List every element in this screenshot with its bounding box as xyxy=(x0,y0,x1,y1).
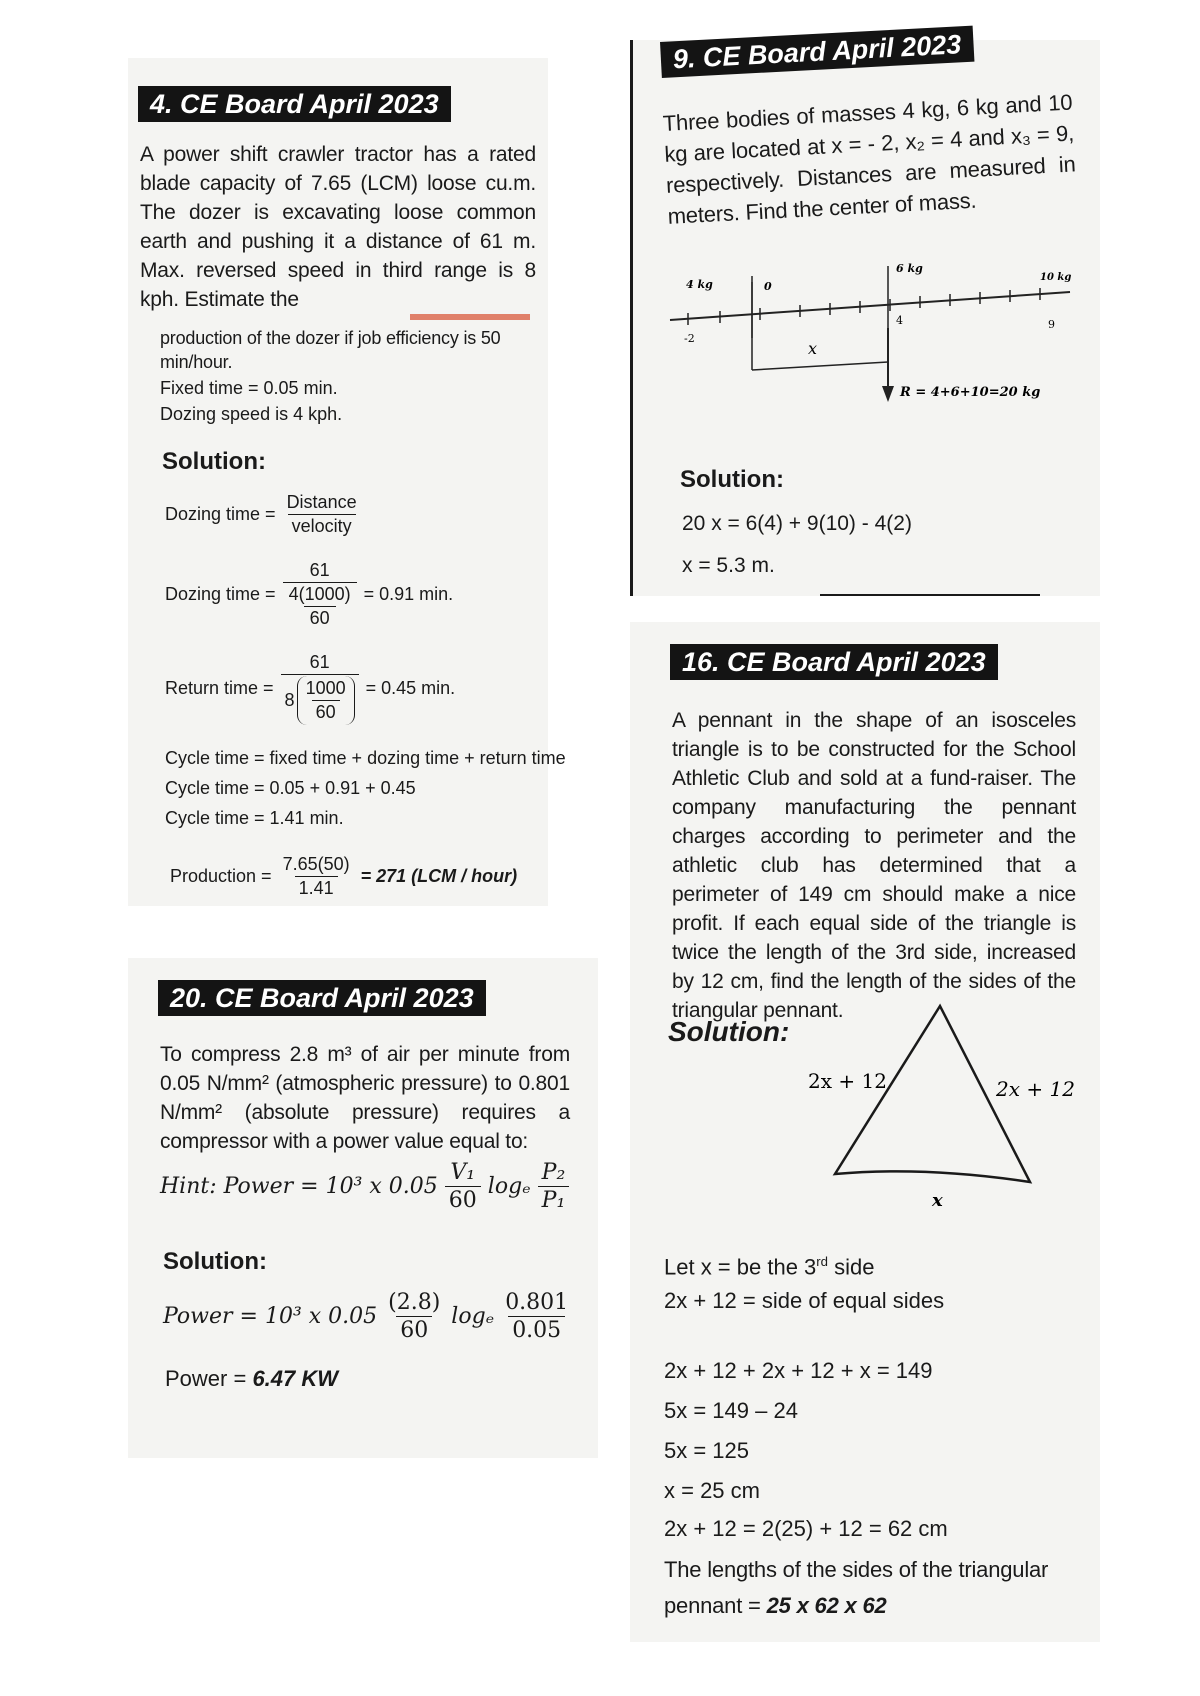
fraction-denominator xyxy=(281,674,359,725)
fraction-numerator: 61 xyxy=(309,652,330,672)
power-prefix: Power = 10³ x 0.05 xyxy=(163,1304,378,1329)
dozing-time-label-2: Dozing time = xyxy=(165,584,276,604)
fraction-denominator: 60 xyxy=(445,1186,481,1213)
problem-16-header: 16. CE Board April 2023 xyxy=(670,644,998,680)
fraction-numerator: Distance xyxy=(286,492,357,512)
step-2: 5x = 149 – 24 xyxy=(664,1398,798,1423)
tick-label: 0 xyxy=(764,280,772,293)
power-log: logₑ xyxy=(451,1304,495,1329)
fraction-denominator: 60 xyxy=(396,1316,432,1343)
parenthesis-group xyxy=(297,676,355,725)
fraction-denominator: P₁ xyxy=(538,1186,570,1213)
cycle-time-3: Cycle time = 1.41 min. xyxy=(165,808,344,828)
fraction xyxy=(384,1290,444,1343)
inner-numerator: 4(1000) xyxy=(288,584,351,604)
hint-formula xyxy=(160,1160,572,1213)
fraction-denominator: velocity xyxy=(288,514,356,537)
fraction xyxy=(281,652,359,725)
final-answer xyxy=(664,1552,1074,1624)
return-time-calc xyxy=(165,652,455,725)
hint-log: logₑ xyxy=(487,1174,531,1199)
fraction xyxy=(302,678,350,723)
fraction-numerator: V₁ xyxy=(450,1160,476,1185)
panel-bottom-border xyxy=(820,594,1040,596)
dozing-time-label: Dozing time = xyxy=(165,504,276,524)
step-3: 5x = 125 xyxy=(664,1438,750,1463)
problem-9-solution-label: Solution: xyxy=(680,466,784,493)
fraction xyxy=(283,560,357,629)
fraction xyxy=(538,1160,570,1213)
mass-label: 4 kg xyxy=(686,278,713,291)
triangle-diagram xyxy=(800,996,1080,1216)
return-result: = 0.45 min. xyxy=(365,678,456,698)
dozing-speed: Dozing speed is 4 kph. xyxy=(160,404,343,424)
dozing-time-calc xyxy=(165,560,453,629)
fraction-numerator: 0.801 xyxy=(505,1290,569,1315)
fraction xyxy=(501,1290,572,1343)
triangle-base-label: x xyxy=(932,1190,943,1211)
power-answer-value: 6.47 KW xyxy=(252,1366,339,1391)
problem-4-text-cont: production of the dozer if job efficiency is 50 min/hour. xyxy=(160,328,501,372)
center-mass-equation: 20 x = 6(4) + 9(10) - 4(2) xyxy=(682,512,912,535)
arrow-head-icon xyxy=(882,386,894,402)
step-4: x = 25 cm xyxy=(664,1478,760,1503)
problem-20-solution-label: Solution: xyxy=(163,1248,267,1275)
mass-diagram xyxy=(660,258,1080,418)
fraction-denominator xyxy=(283,582,357,629)
mass-label: 6 kg xyxy=(896,262,923,275)
fraction xyxy=(445,1160,481,1213)
cycle-time-2: Cycle time = 0.05 + 0.91 + 0.45 xyxy=(165,778,416,798)
tick-label: 9 xyxy=(1048,318,1055,331)
problem-20-header: 20. CE Board April 2023 xyxy=(158,980,486,1016)
center-mass-result: x = 5.3 m. xyxy=(682,554,775,577)
let-1-text: Let x = be the 3 xyxy=(664,1254,817,1280)
fraction-denominator: 0.05 xyxy=(508,1316,565,1343)
x-distance-bottom xyxy=(752,362,888,370)
dozing-result: = 0.91 min. xyxy=(363,584,454,604)
fraction-numerator: P₂ xyxy=(541,1160,566,1185)
fraction-numerator: 61 xyxy=(309,560,330,580)
fraction-numerator: 1000 xyxy=(305,678,346,698)
final-answer-value: 25 x 62 x 62 xyxy=(766,1593,887,1618)
inner-denominator: 60 xyxy=(304,606,336,629)
let-1-tail: side xyxy=(828,1254,875,1280)
fraction-numerator: (2.8) xyxy=(388,1290,441,1315)
problem-9-text: Three bodies of masses 4 kg, 6 kg and 10 kg are located at x = - 2, x₂ = 4 and x₃ = 9, respectively. Distances are measured in meters. Find the center of mass. xyxy=(662,89,1077,229)
dozing-time-formula xyxy=(165,492,364,537)
fixed-time: Fixed time = 0.05 min. xyxy=(160,378,338,398)
fraction xyxy=(279,854,354,899)
fraction xyxy=(283,492,361,537)
let-1-sup: rd xyxy=(816,1254,829,1269)
hint-prefix: Hint: Power = 10³ x 0.05 xyxy=(160,1174,438,1199)
coefficient: 8 xyxy=(284,690,295,710)
fraction-numerator: 7.65(50) xyxy=(282,854,350,874)
problem-4-text: A power shift crawler tractor has a rated blade capacity of 7.65 (LCM) loose cu.m. The dozer is excavating loose common earth and pushing it a distance of 61 m. Max. reversed speed in third range is 8 kph. Estimate the xyxy=(140,143,536,311)
power-answer xyxy=(165,1366,338,1392)
x-label: x xyxy=(808,339,818,358)
let-statement-1 xyxy=(664,1254,875,1280)
resultant-label: R = 4+6+10=20 kg xyxy=(900,385,1041,400)
final-answer-text: The lengths of the sides of the triangular pennant = xyxy=(664,1557,1049,1618)
problem-9-header: 9. CE Board April 2023 xyxy=(660,26,974,78)
problem-16-text: A pennant in the shape of an isosceles triangle is to be constructed for the School Athletic Club and sold at a fund-raiser. The company manufacturing the pennant charges according to perimeter and the athletic club has determined that a perimeter of 149 cm should make a nice profit. If each equal side of the triangle is twice the length of the 3rd side, increased by 12 cm, find the length of the sides of the triangular pennant. xyxy=(672,709,1076,1022)
tick-label: 4 xyxy=(896,314,903,327)
triangle-right-label: 2x + 12 xyxy=(996,1077,1075,1101)
cycle-time-1: Cycle time = fixed time + dozing time + return time xyxy=(165,748,566,768)
tick-label: -2 xyxy=(684,332,695,345)
problem-16-solution-label: Solution: xyxy=(668,1016,790,1047)
power-answer-prefix: Power = xyxy=(165,1366,253,1391)
let-statement-2: 2x + 12 = side of equal sides xyxy=(664,1288,945,1313)
fraction-denominator: 1.41 xyxy=(295,876,338,899)
mass-label: 10 kg xyxy=(1040,272,1072,283)
highlight-stripe xyxy=(410,314,530,320)
production-result: = 271 (LCM / hour) xyxy=(360,866,518,886)
step-1: 2x + 12 + 2x + 12 + x = 149 xyxy=(664,1358,933,1383)
return-time-label: Return time = xyxy=(165,678,274,698)
fraction-denominator: 60 xyxy=(312,700,340,723)
panel-left-border xyxy=(630,40,633,596)
step-5: 2x + 12 = 2(25) + 12 = 62 cm xyxy=(664,1516,948,1541)
production-calc xyxy=(170,854,517,899)
problem-20-text: To compress 2.8 m³ of air per minute from 0.05 N/mm² (atmospheric pressure) to 0.801 N/mm² (absolute pressure) requires a compressor with a power value equal to: xyxy=(160,1043,570,1153)
problem-4-solution-label: Solution: xyxy=(162,448,266,475)
triangle-left-label: 2x + 12 xyxy=(808,1069,887,1093)
power-formula xyxy=(163,1290,575,1343)
production-label: Production = xyxy=(170,866,272,886)
problem-4-header: 4. CE Board April 2023 xyxy=(138,86,451,122)
